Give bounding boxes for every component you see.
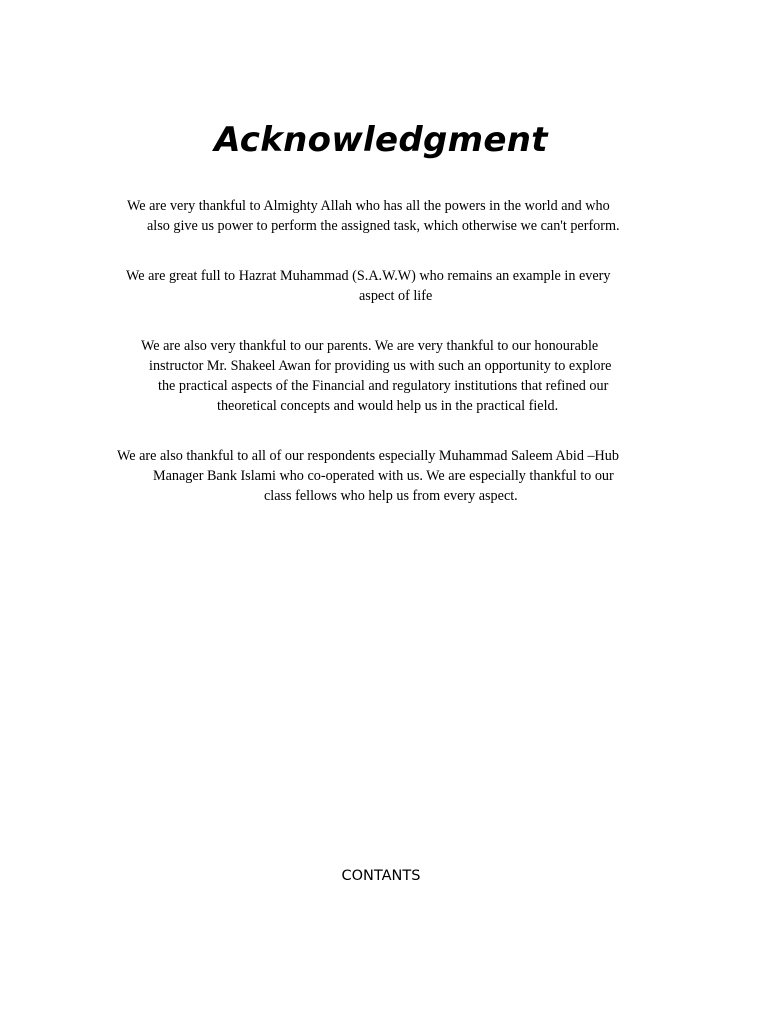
paragraph-line: We are also thankful to all of our respondents especially Muhammad Saleem Abid –Hub xyxy=(117,448,619,464)
paragraph-line: also give us power to perform the assigned task, which otherwise we can't perform. xyxy=(147,218,620,234)
paragraph-line: We are great full to Hazrat Muhammad (S.A.W.W) who remains an example in every xyxy=(126,268,611,284)
contents-heading: CONTANTS xyxy=(341,868,421,884)
paragraph-line: We are very thankful to Almighty Allah who has all the powers in the world and who xyxy=(127,198,610,214)
page-title: Acknowledgment xyxy=(214,120,548,160)
paragraph-line: Manager Bank Islami who co-operated with us. We are especially thankful to our xyxy=(153,468,614,484)
paragraph-line: class fellows who help us from every aspect. xyxy=(264,488,518,504)
paragraph-line: instructor Mr. Shakeel Awan for providing us with such an opportunity to explore xyxy=(149,358,612,374)
paragraph-line: aspect of life xyxy=(359,288,433,304)
paragraph-line: the practical aspects of the Financial and regulatory institutions that refined our xyxy=(158,378,609,394)
paragraph-line: We are also very thankful to our parents. We are very thankful to our honourable xyxy=(141,338,599,354)
paragraph-line: theoretical concepts and would help us in the practical field. xyxy=(217,398,559,414)
